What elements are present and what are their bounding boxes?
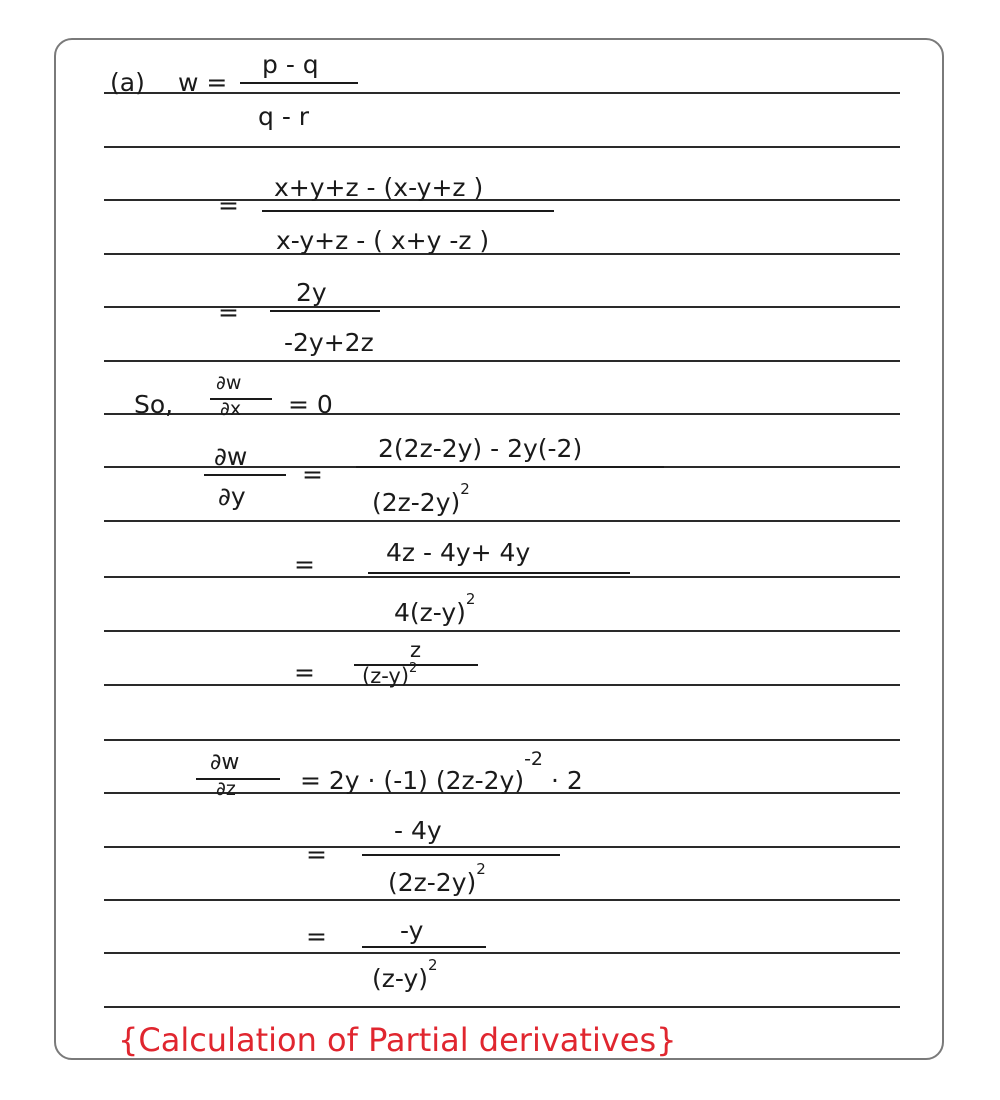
fraction-denominator: x-y+z - ( x+y -z ): [276, 226, 490, 255]
equals-sign: =: [218, 298, 239, 327]
expression-tail: · 2: [550, 766, 583, 795]
fraction-bar: [356, 466, 664, 468]
fraction-bar: [262, 210, 554, 212]
partial-numerator: ∂w: [216, 372, 242, 394]
fraction-numerator: -y: [400, 916, 424, 945]
fraction-denominator-base: (z-y): [372, 964, 429, 993]
ruled-line: [104, 576, 900, 578]
ruled-line: [104, 630, 900, 632]
partial-denominator: ∂z: [216, 778, 236, 800]
w-lhs: w =: [178, 68, 228, 97]
ruled-line: [104, 146, 900, 148]
partial-denominator: ∂x: [220, 398, 242, 420]
fraction-numerator: x+y+z - (x-y+z ): [274, 173, 484, 202]
ruled-line: [104, 846, 900, 848]
ruled-line: [104, 520, 900, 522]
fraction-bar: [204, 474, 286, 476]
ruled-line: [104, 1006, 900, 1008]
equation-rhs: = 0: [288, 390, 333, 419]
fraction-denominator-base: (z-y): [362, 664, 410, 688]
partial-denominator: ∂y: [218, 482, 246, 511]
exponent: 2: [465, 590, 476, 608]
equals-sign: =: [302, 460, 323, 489]
ruled-line: [104, 952, 900, 954]
equals-sign: =: [294, 658, 315, 687]
partial-numerator: ∂w: [210, 750, 240, 775]
exponent: 2: [428, 956, 438, 974]
fraction-denominator: [362, 661, 418, 688]
ruled-line: [104, 739, 900, 741]
exponent: 2: [476, 860, 486, 878]
so-label: So,: [134, 390, 174, 419]
fraction-denominator-base: (2z-2y): [372, 488, 461, 517]
fraction-numerator: 4z - 4y+ 4y: [386, 538, 531, 567]
fraction-bar: [368, 572, 630, 574]
fraction-denominator: [372, 480, 470, 517]
fraction-numerator: 2y: [296, 278, 327, 307]
ruled-line: [104, 360, 900, 362]
equals-sign: =: [218, 191, 239, 220]
fraction-bar: [240, 82, 358, 84]
fraction-denominator: q - r: [258, 102, 310, 131]
fraction-denominator: [388, 860, 486, 897]
partial-numerator: ∂w: [214, 442, 248, 471]
fraction-bar: [270, 310, 380, 312]
fraction-denominator-base: 4(z-y): [394, 598, 466, 627]
equation-rhs: [300, 748, 583, 795]
ruled-line: [104, 253, 900, 255]
equals-sign: =: [294, 550, 315, 579]
fraction-numerator: p - q: [262, 50, 319, 79]
exponent: -2: [524, 748, 544, 770]
equals-sign: =: [306, 840, 327, 869]
exponent: 2: [409, 661, 418, 676]
equals-sign: =: [306, 922, 327, 951]
fraction-bar: [362, 946, 486, 948]
fraction-denominator-base: (2z-2y): [388, 868, 477, 897]
fraction-denominator: -2y+2z: [284, 328, 374, 357]
fraction-denominator: [394, 590, 476, 627]
expression-base: = 2y · (-1) (2z-2y): [300, 766, 525, 795]
ruled-line: [104, 684, 900, 686]
exponent: 2: [460, 480, 470, 498]
fraction-numerator: z: [410, 638, 422, 662]
fraction-denominator: [372, 956, 438, 993]
fraction-numerator: 2(2z-2y) - 2y(-2): [378, 434, 583, 463]
fraction-numerator: - 4y: [394, 816, 442, 845]
part-label: (a): [110, 68, 145, 97]
fraction-bar: [362, 854, 560, 856]
fraction-bar: [196, 778, 280, 780]
caption-note: {Calculation of Partial derivatives}: [118, 1021, 677, 1059]
ruled-line: [104, 899, 900, 901]
